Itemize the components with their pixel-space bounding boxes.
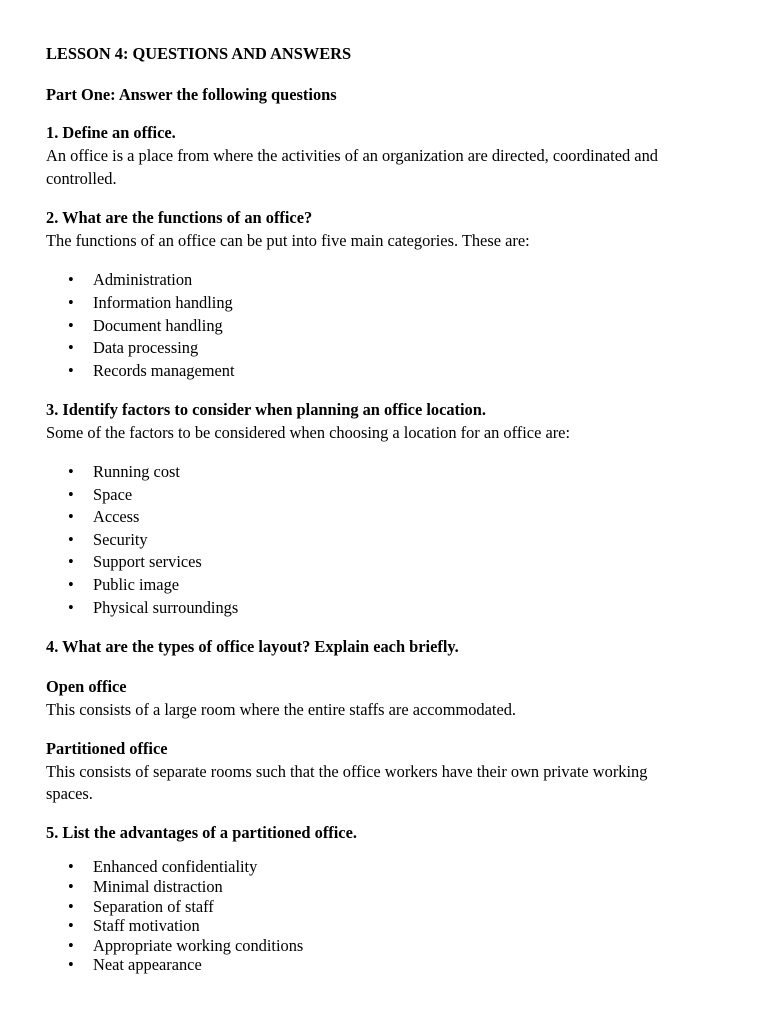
- answer-1-line-2: controlled.: [46, 169, 117, 188]
- answer-2-intro: The functions of an office can be put into five main categories. These are:: [46, 231, 530, 250]
- bullet-icon: •: [68, 507, 74, 526]
- partitioned-office-text-line-2: spaces.: [46, 784, 93, 803]
- bullet-icon: •: [68, 955, 74, 974]
- bullet-icon: •: [68, 897, 74, 916]
- answer-1-line-1: An office is a place from where the activities of an organization are directed, coordinated and: [46, 146, 658, 165]
- open-office-heading: Open office: [46, 677, 127, 696]
- question-1: 1. Define an office.: [46, 123, 176, 142]
- lesson-title: LESSON 4: QUESTIONS AND ANSWERS: [46, 44, 352, 63]
- bullet-icon: •: [68, 270, 74, 289]
- bullet-icon: •: [68, 293, 74, 312]
- bullet-icon: •: [68, 552, 74, 571]
- open-office-text: This consists of a large room where the entire staffs are accommodated.: [46, 700, 517, 719]
- bullet-icon: •: [68, 462, 74, 481]
- bullet-icon: •: [68, 598, 74, 617]
- bullet-icon: •: [68, 916, 74, 935]
- question-4: 4. What are the types of office layout? Explain each briefly.: [46, 637, 459, 656]
- question-2: 2. What are the functions of an office?: [46, 208, 313, 227]
- bullet-icon: •: [68, 857, 74, 876]
- bullet-icon: •: [68, 936, 74, 955]
- bullet-icon: •: [68, 485, 74, 504]
- bullet-icon: •: [68, 316, 74, 335]
- bullet-icon: •: [68, 530, 74, 549]
- answer-3-intro: Some of the factors to be considered when choosing a location for an office are:: [46, 423, 571, 442]
- bullet-icon: •: [68, 575, 74, 594]
- bullet-icon: •: [68, 361, 74, 380]
- bullet-icon: •: [68, 338, 74, 357]
- question-5: 5. List the advantages of a partitioned office.: [46, 823, 357, 842]
- partitioned-office-text-line-1: This consists of separate rooms such that the office workers have their own private working: [46, 762, 648, 781]
- part-heading: Part One: Answer the following questions: [46, 85, 337, 104]
- document-page: LESSON 4: QUESTIONS AND ANSWERS Part One: Answer the following questions 1. Define an office. An office is a place from where the activities of an organization are directed, coordinated and controlled. 2. What are the functions of an office? The functions of an office can be put into five main categories. These are: • Administration • Information handling • Document handling • Data processing • Records management 3. Identify factors to consider when planning an office location. Some of the factors to be considered when choosing a location for an office are: • Running cost • Space • Access • Security • Support services • Public image • Physical surroundings 4. What are the types of office layout? Explain each briefly. Open office This consists of a large room where the entire staffs are accommodated. Partitioned office This consists of separate rooms such that the office workers have their own private working spaces. 5. List the advantages of a partitioned office. • Enhanced confidentiality • Minimal distraction • Separation of staff • Staff motivation • Appropriate working conditions • Neat appearance: [46, 44, 658, 974]
- partitioned-office-heading: Partitioned office: [46, 739, 168, 758]
- bullet-icon: •: [68, 877, 74, 896]
- question-3: 3. Identify factors to consider when planning an office location.: [46, 400, 486, 419]
